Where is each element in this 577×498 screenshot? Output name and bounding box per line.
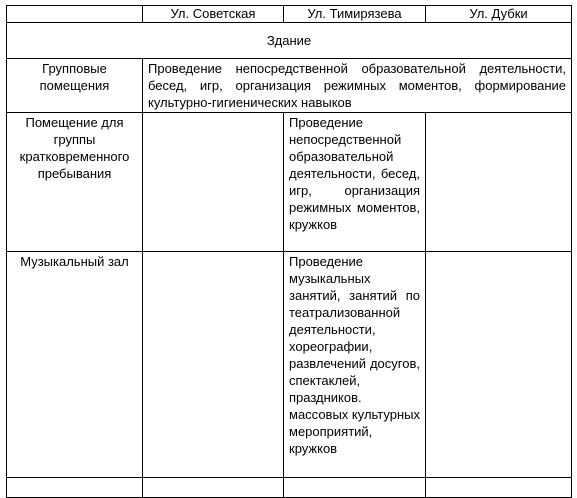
table-row (7, 59, 572, 113)
section-title: Здание (7, 23, 572, 59)
cell-timiryazeva: Проведение непосредственной образовательной деятельности, бесед, игр, организация режимных моментов, кружков (284, 113, 426, 252)
table-row (7, 252, 572, 478)
cell-dubki (426, 252, 572, 478)
row-name-short-stay-group: Помещение для группы кратковременного пребывания (7, 113, 143, 252)
section-row (7, 23, 572, 59)
cell-sovetskaya (143, 113, 284, 252)
table-row (7, 113, 572, 252)
row-name-music-hall: Музыкальный зал (7, 252, 143, 478)
cut-cell (143, 478, 284, 498)
header-cell-sovetskaya: Ул. Советская (143, 6, 284, 23)
header-cell-empty (7, 6, 143, 23)
facilities-table (6, 5, 572, 498)
header-cell-timiryazeva: Ул. Тимирязева (284, 6, 426, 23)
row-merged-description: Проведение непосредственной образовательной деятельности, бесед, игр, организация режимных моментов, формирование культурно-гигиенических навыков (143, 59, 572, 113)
cut-cell (426, 478, 572, 498)
cut-cell (7, 478, 143, 498)
row-name-group-rooms: Групповые помещения (7, 59, 143, 113)
table-row-cut (7, 478, 572, 498)
header-row (7, 6, 572, 23)
cell-timiryazeva: Проведение музыкальных занятий, занятий по театрализованной деятельности, хореографии, развлечений досугов, спектаклей, праздников. массовых культурных мероприятий, кружков (284, 252, 426, 478)
header-cell-dubki: Ул. Дубки (426, 6, 572, 23)
cell-sovetskaya (143, 252, 284, 478)
cell-dubki (426, 113, 572, 252)
cut-cell (284, 478, 426, 498)
